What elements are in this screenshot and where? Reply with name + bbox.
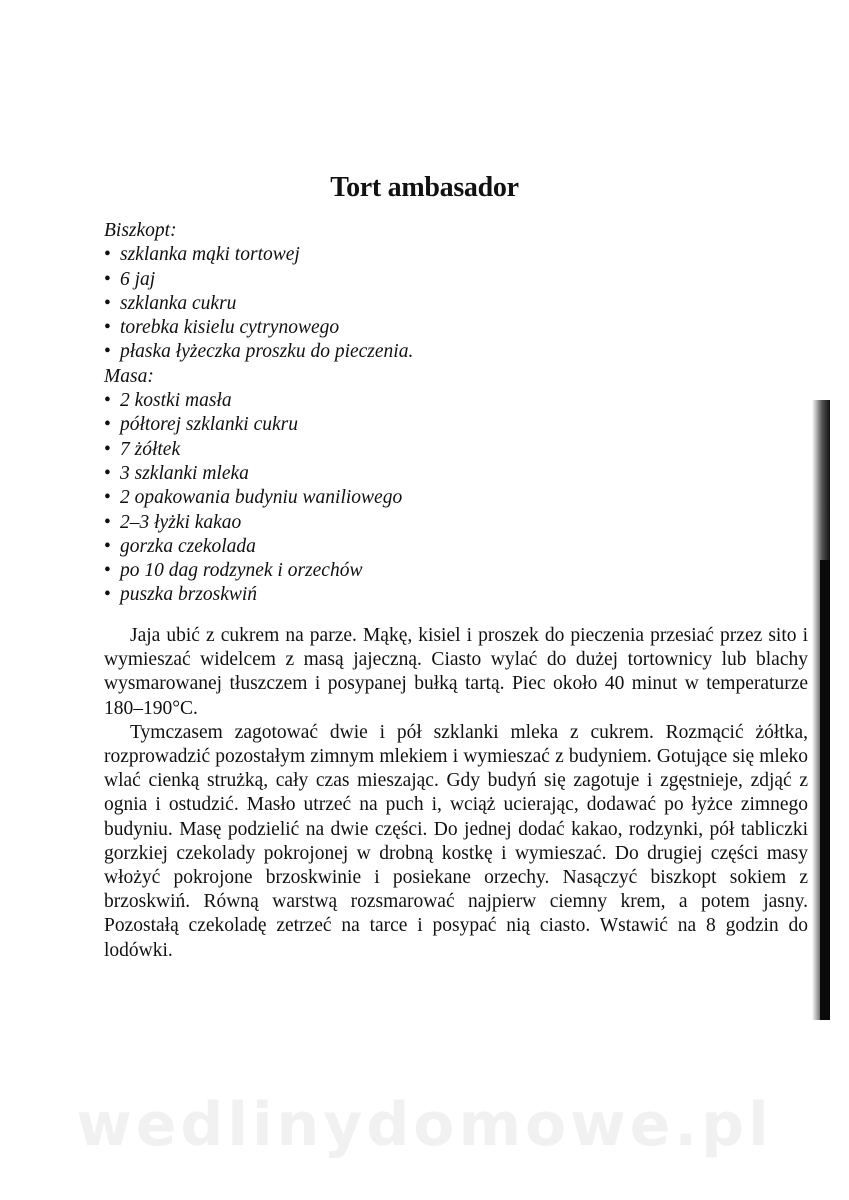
- page-title: Tort ambasador: [330, 172, 519, 203]
- list-item: • 7 żółtek: [104, 438, 724, 462]
- list-item: • płaska łyżeczka proszku do pieczenia.: [104, 340, 724, 364]
- list-item: • szklanka cukru: [104, 292, 724, 316]
- watermark: wedlinydomowe.pl: [76, 1090, 773, 1160]
- list-item: • puszka brzoskwiń: [104, 583, 724, 607]
- scan-edge-dark: [820, 560, 830, 1020]
- section-label-masa: Masa:: [104, 365, 154, 387]
- list-item: • 3 szklanki mleka: [104, 462, 724, 486]
- section-label-biszkopt: Biszkopt:: [104, 220, 177, 241]
- list-item: • gorzka czekolada: [104, 535, 724, 559]
- instruction-paragraph: Tymczasem zagotować dwie i pół szklanki mleka z cukrem. Rozmącić żółtka, rozprowadzić pozostałym zimnym mlekiem i wymieszać z budyniem. Gotujące się mleko wlać cienką strużką, cały czas mieszając. Gdy budyń się zagotuje i zgęstnieje, zdjąć z ognia i ostudzić. Masło utrzeć na puch i, wciąż ucierając, dodawać po łyżce zimnego budyniu. Masę podzielić na dwie części. Do jednej dodać kakao, rodzynki, pół tabliczki gorzkiej czekolady pokrojonej w drobną kostkę i wymieszać. Do drugiej części masy włożyć pokrojone brzoskwinie i posiekane orzechy. Nasączyć biszkopt sokiem z brzoskwiń. Równą warstwą rozsmarować najpierw ciemny krem, a potem jasny. Pozostałą czekoladę zetrzeć na tarce i posypać nią ciasto. Wstawić na 8 godzin do lodówki.: [104, 721, 808, 961]
- list-item: • półtorej szklanki cukru: [104, 413, 724, 437]
- ingredients-section: [104, 219, 724, 608]
- list-item: • 6 jaj: [104, 268, 724, 292]
- list-item: • po 10 dag rodzynek i orzechów: [104, 559, 724, 583]
- list-item: • 2 opakowania budyniu waniliowego: [104, 486, 724, 510]
- instruction-paragraph: Jaja ubić z cukrem na parze. Mąkę, kisiel i proszek do pieczenia przesiać przez sito i wymieszać widelcem z masą jajeczną. Ciasto wylać do dużej tortownicy lub blachy wysmarowanej tłuszczem i posypanej bułką tartą. Piec około 40 minut w temperaturze 180–190°C.: [104, 625, 808, 719]
- list-item: • torebka kisielu cytrynowego: [104, 316, 724, 340]
- list-item: • szklanka mąki tortowej: [104, 243, 724, 267]
- instructions: [104, 624, 808, 963]
- list-item: • 2 kostki masła: [104, 389, 724, 413]
- list-item: • 2–3 łyżki kakao: [104, 511, 724, 535]
- ingredient-list-biszkopt: [104, 243, 724, 364]
- ingredient-list-masa: [104, 389, 724, 608]
